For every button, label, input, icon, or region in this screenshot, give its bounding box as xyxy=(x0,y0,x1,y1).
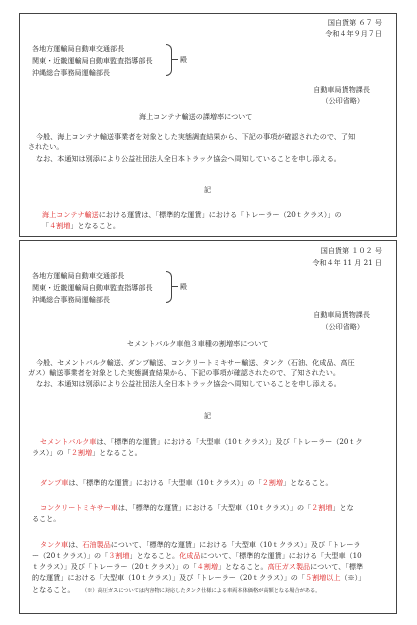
item-mixer-vehicle: コンクリートミキサー車 xyxy=(40,503,118,512)
subject: セメントバルク車他３車種の割増率について xyxy=(127,339,269,348)
recipient-1: 各地方運輸局自動車交通部長 xyxy=(32,271,125,280)
doc-number: 国自貨第 ６７ 号 xyxy=(327,18,382,27)
sender-title: 自動車局貨物課長 xyxy=(313,85,370,94)
item-mixer-text: は、「標準的な運賃」における「大型車（10ｔクラス）」の「 xyxy=(117,503,312,512)
item-tank-footnote: （※）高圧ガスについては内容物に対応したタンク仕様による車両本体価格が高額となる場合がある。 xyxy=(84,588,321,594)
item-line-2 xyxy=(42,221,120,230)
item-tank-line-5 xyxy=(32,585,320,596)
item-tank-vehicle: タンク車 xyxy=(40,540,69,549)
item-text-end: 」となること。 xyxy=(70,221,121,230)
item-tank-line-3 xyxy=(32,562,363,571)
item-cement-rate: ２割増 xyxy=(70,448,93,457)
recipients-brace xyxy=(166,44,172,76)
issue-date: 令和４年 11 月 21 日 xyxy=(312,258,382,267)
item-tank-text-3: ー（20ｔクラス）」の「 xyxy=(32,551,109,560)
item-open-bracket: 「 xyxy=(42,221,50,230)
item-tank-chemical: 化成品 xyxy=(179,551,201,560)
body-line-3: なお、本通知は別添により公益社団法人全日本トラック協会へ周知していることを申し添える。 xyxy=(36,379,341,388)
body-line-1: 今般、セメントバルク輸送、ダンプ輸送、コンクリートミキサー輸送、タンク（石油、化成品、高圧 xyxy=(36,358,355,367)
body-line-2: ガス）輸送事業者を対象とした実態調査結果から、下記の事項が確認されたので、了知されたい。 xyxy=(28,368,340,377)
recipients-brace xyxy=(166,271,172,303)
item-tank-text-2: について、「標準的な運賃」における「大型車（10ｔクラス）」及び「トレーラ xyxy=(110,540,361,549)
body-line-1: 今般、海上コンテナ輸送事業者を対象とした実態調査結果から、下記の事項が確認されたので、了知 xyxy=(36,132,356,141)
item-text: における運賃は、「標準的な運賃」における「トレーラー（20ｔクラス）」の xyxy=(98,210,342,219)
sender-note: （公印省略） xyxy=(321,322,364,331)
item-tank-rate-gas: ５割増以上 xyxy=(305,573,341,582)
item-mixer-line-1 xyxy=(40,503,354,512)
item-mixer-line-2: ること。 xyxy=(32,514,61,523)
item-dump-text-2: 」となること。 xyxy=(282,478,333,487)
doc-number: 国自貨第 １０２ 号 xyxy=(320,246,382,255)
sender-title: 自動車局貨物課長 xyxy=(313,310,370,319)
item-dump-vehicle: ダンプ車 xyxy=(40,478,69,487)
item-tank-text-5: について、「標準的な運賃」における「大型車（10 xyxy=(200,551,362,560)
subject: 海上コンテナ輸送の課増率について xyxy=(139,112,253,121)
item-cement-text-3: 」となること。 xyxy=(92,448,142,457)
item-tank-text-4: 」となること。 xyxy=(129,551,180,560)
sender-note: （公印省略） xyxy=(321,96,364,105)
recipient-1: 各地方運輸局自動車交通部長 xyxy=(32,44,125,53)
item-tank-line-1 xyxy=(40,540,361,549)
item-rate: ４割増 xyxy=(49,221,71,230)
item-tank-gas: 高圧ガス製品 xyxy=(267,562,311,571)
item-tank-text-1: は、 xyxy=(68,540,83,549)
item-line-1 xyxy=(42,210,342,219)
ki-heading: 記 xyxy=(204,411,212,420)
item-dump-rate: ２割増 xyxy=(261,478,283,487)
item-cement-line-1 xyxy=(40,437,363,446)
item-dump-text: は、「標準的な運賃」における「大型車（10ｔクラス）」の「 xyxy=(68,478,262,487)
item-cement-text: は、「標準的な運賃」における「大型車（10ｔクラス）」及び「トレーラー（20ｔク xyxy=(96,437,363,446)
item-tank-line-2 xyxy=(32,551,362,560)
item-cement-vehicle: セメントバルク車 xyxy=(40,437,97,446)
brace-tick xyxy=(172,59,178,60)
item-tank-text-6: ｔクラス）」及び「トレーラー（20ｔクラス）」の「 xyxy=(32,562,197,571)
brace-tick xyxy=(172,286,178,287)
item-dump-line xyxy=(40,478,333,487)
item-cement-line-2 xyxy=(32,448,142,457)
item-mixer-rate: ２割増 xyxy=(311,503,333,512)
item-tank-text-8: について、「標準 xyxy=(310,562,364,571)
item-tank-text-9: 的な運賃」における「大型車（10ｔクラス）」及び「トレーラー（20ｔクラス）」の「 xyxy=(32,573,305,582)
body-line-2: されたい。 xyxy=(28,142,64,151)
item-tank-petroleum: 石油製品 xyxy=(82,540,111,549)
recipients-suffix: 殿 xyxy=(180,55,188,64)
notice-document-1 xyxy=(19,13,397,237)
notice-document-2 xyxy=(19,240,397,614)
recipient-2: 関東・近畿運輸局自動車監査指導部長 xyxy=(32,283,153,292)
issue-date: 令和４年９月７日 xyxy=(325,29,382,38)
recipients-suffix: 殿 xyxy=(180,282,188,291)
recipient-3: 沖縄総合事務局運輸部長 xyxy=(32,295,111,304)
item-tank-text-10: （※）」 xyxy=(340,573,366,582)
item-tank-rate-petroleum: ３割増 xyxy=(108,551,130,560)
item-mixer-text-2: 」とな xyxy=(332,503,354,512)
recipient-2: 関東・近畿運輸局自動車監査指導部長 xyxy=(32,56,153,65)
ki-heading: 記 xyxy=(204,185,212,194)
item-cement-text-2: ラス）」の「 xyxy=(32,448,71,457)
body-line-3: なお、本通知は別添により公益社団法人全日本トラック協会へ周知していることを申し添える。 xyxy=(36,154,341,163)
item-highlight: 海上コンテナ輸送 xyxy=(42,210,99,219)
recipient-3: 沖縄総合事務局運輸部長 xyxy=(32,68,111,77)
item-tank-rate-chemical: ４割増 xyxy=(196,562,218,571)
item-tank-text-11: となること。 xyxy=(32,585,75,594)
item-tank-line-4 xyxy=(32,573,365,582)
item-tank-text-7: 」となること。 xyxy=(217,562,268,571)
